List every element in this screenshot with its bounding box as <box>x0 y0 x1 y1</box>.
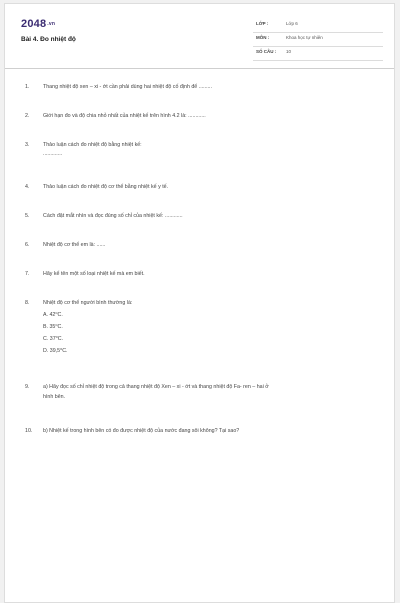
meta-label: LỚP : <box>256 21 269 26</box>
question-text: Hãy kể tên một số loại nhiệt kế mà em biết. <box>43 271 145 277</box>
question-number: 8. <box>25 300 30 306</box>
meta-value: Khoa học tự nhiên <box>286 35 323 40</box>
logo-tld: .vn <box>47 21 56 28</box>
question-text: a) Hãy đọc số chỉ nhiệt độ trong cả thang nhiệt độ Xen – xi - ớt và thang nhiệt độ Fa- ren – hai ở <box>43 384 269 390</box>
question-number: 9. <box>25 384 30 390</box>
meta-label: SỐ CÂU : <box>256 49 277 54</box>
answer-option[interactable]: B. 35⁰C. <box>43 324 63 330</box>
question-number: 5. <box>25 213 30 219</box>
worksheet-page <box>4 3 395 603</box>
question-item <box>25 270 380 279</box>
meta-label: MÔN : <box>256 35 270 40</box>
question-item <box>25 427 380 436</box>
meta-value: Lớp 6 <box>286 21 298 26</box>
question-text: Giới hạn đo và độ chia nhỏ nhất của nhiệt kế trên hình 4.2 là: ............ <box>43 113 206 119</box>
question-number: 4. <box>25 184 30 190</box>
meta-row-subject <box>253 32 383 47</box>
question-number: 7. <box>25 271 30 277</box>
lesson-title: Bài 4. Đo nhiệt độ <box>21 36 76 43</box>
question-text: Thang nhiệt độ xen – xi - ớt cần phải dùng hai nhiệt độ cố định để ......... <box>43 84 212 90</box>
answer-option[interactable]: C. 37⁰C. <box>43 336 64 342</box>
question-number: 6. <box>25 242 30 248</box>
meta-row-count <box>253 46 383 61</box>
answer-option[interactable]: A. 42⁰C. <box>43 312 63 318</box>
question-text: Thảo luận cách đo nhiệt độ bằng nhiệt kế: <box>43 142 142 148</box>
meta-value: 10 <box>286 49 292 54</box>
question-text: Thảo luận cách đo nhiệt độ cơ thể bằng nhiệt kế y tế. <box>43 184 169 190</box>
question-number: 10. <box>25 428 33 434</box>
answer-blank: ............. <box>43 151 63 157</box>
meta-row-class <box>253 18 383 33</box>
question-item <box>25 299 380 356</box>
answer-option[interactable]: D. 39,5⁰C. <box>43 348 68 354</box>
question-text: Nhiệt độ cơ thể em là: ...... <box>43 242 106 248</box>
question-item <box>25 183 380 192</box>
question-text-continued: hình bên. <box>43 394 66 400</box>
question-text: b) Nhiệt kế trong hình bên có đo được nhiệt độ của nước đang sôi không? Tại sao? <box>43 428 240 434</box>
question-number: 1. <box>25 84 30 90</box>
question-text: Cách đặt mắt nhìn và đọc đúng số chỉ của nhiệt kế: ............ <box>43 213 183 219</box>
question-item <box>25 141 380 159</box>
logo-text: 2048 <box>21 18 47 30</box>
question-text: Nhiệt độ cơ thể người bình thường là: <box>43 300 133 306</box>
question-number: 3. <box>25 142 30 148</box>
question-item <box>25 241 380 250</box>
question-item <box>25 112 380 121</box>
site-logo[interactable] <box>21 18 55 30</box>
question-number: 2. <box>25 113 30 119</box>
question-item <box>25 83 380 92</box>
header-divider <box>5 68 394 69</box>
question-item <box>25 383 380 402</box>
question-item <box>25 212 380 221</box>
